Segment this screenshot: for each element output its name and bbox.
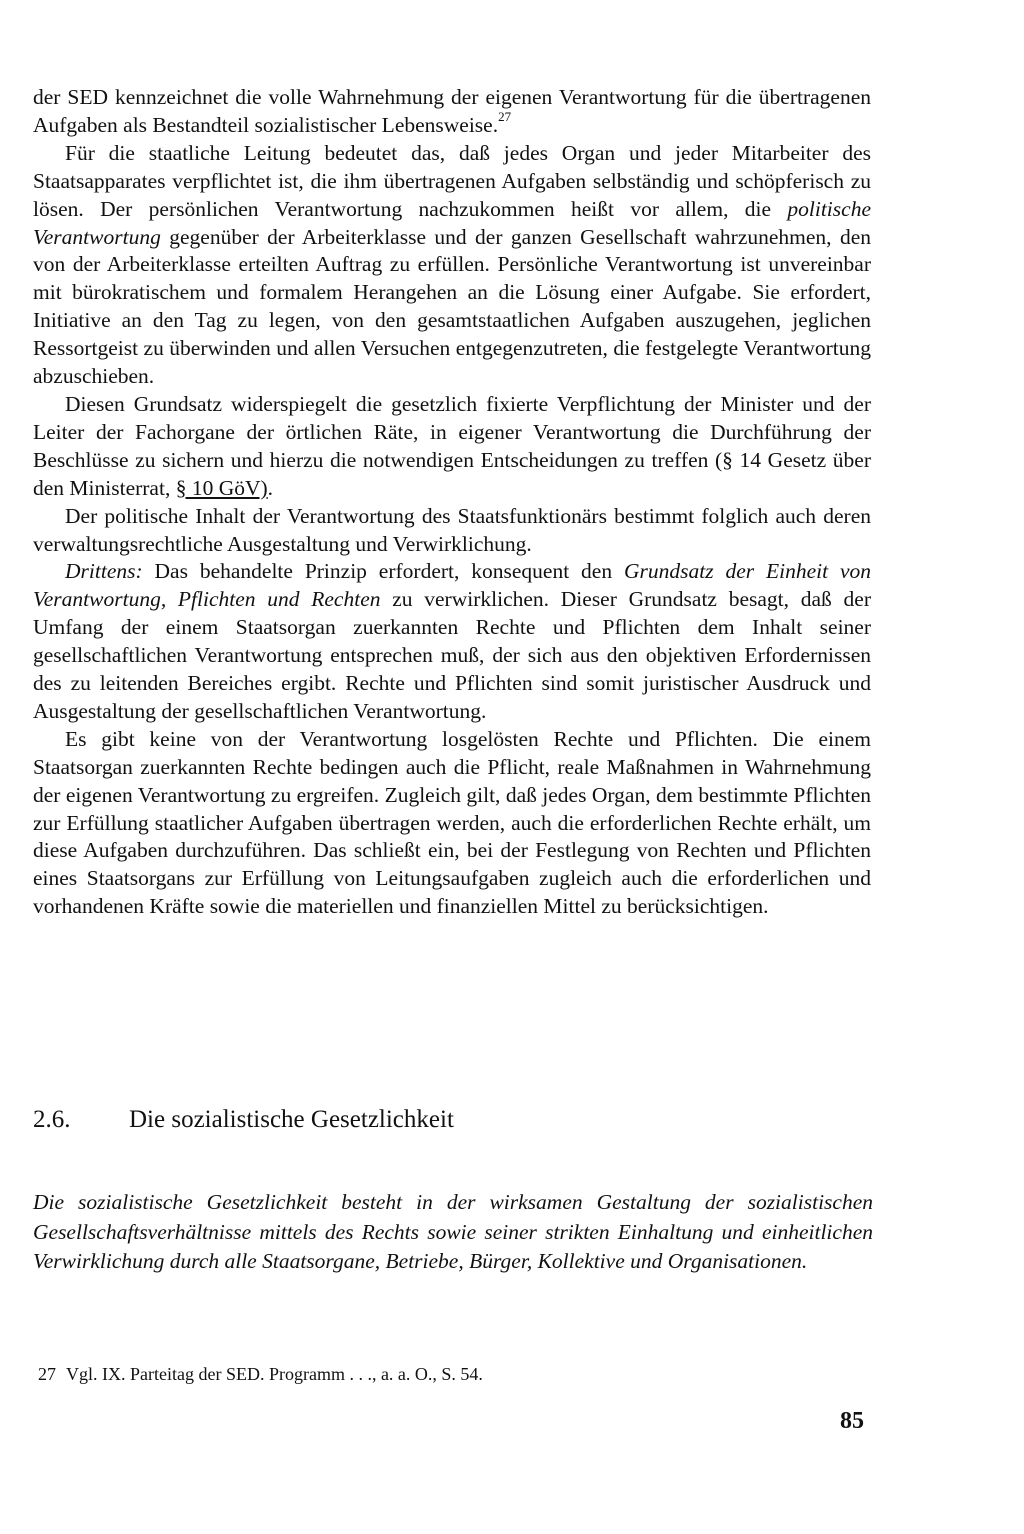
text-run: der SED kennzeichnet die volle Wahrnehmung der eigenen Verantwortung für die übertragenen Aufgaben als Bestandteil sozialistischer Lebensweise. bbox=[33, 85, 871, 137]
section-title: Die sozialistische Gesetzlichkeit bbox=[129, 1106, 454, 1133]
paragraph bbox=[33, 140, 871, 391]
text-run: Es gibt keine von der Verantwortung losgelösten Rechte und Pflichten. Die einem Staatsorgan zuerkannten Rechte bedingen auch die Pflicht, reale Maßnahmen in Wahrnehmung der eigenen Verantwortung zu ergreifen. Zugleich gilt, daß jedes Organ, dem bestimmte Pflichten zur Erfüllung staatlicher Aufgaben übertragen werden, auch die erforderlichen Rechte erhält, um diese Aufgaben durchzuführen. Das schließt ein, bei der Festlegung von Rechten und Pflichten eines Staatsorgans zur Erfüllung von Leitungsaufgaben zugleich auch die erforderlichen und vorhandenen Kräfte sowie die materiellen und finanziellen Mittel zu berücksichtigen. bbox=[33, 726, 871, 919]
footnote-text: Vgl. IX. Parteitag der SED. Programm . . ., a. a. O., S. 54. bbox=[66, 1364, 483, 1384]
section-thesis: Die sozialistische Gesetzlichkeit besteht in der wirksamen Gestaltung der sozialistischen Gesellschaftsverhältnisse mittels des Rechts sowie seiner strikten Einhaltung und einheitlichen Verwirklichung durch alle Staatsorgane, Betriebe, Bürger, Kollektive und Organisationen. bbox=[33, 1190, 873, 1273]
emphasized-text: Drittens: bbox=[65, 559, 143, 584]
footnote-number: 27 bbox=[38, 1364, 56, 1384]
paragraph bbox=[33, 558, 871, 725]
emphasized-text: Grundsatz der Einheit von Verantwortung, Pflichten und Rechten bbox=[33, 559, 871, 612]
text-run: Für die staatliche Leitung bedeutet das, daß jedes Organ und jeder Mitarbeiter des Staatsapparates verpflichtet ist, die ihm übertragenen Aufgaben selbständig und schöpferisch zu lösen. Der persönlichen Verantwortung nachzukommen heißt vor allem, die bbox=[33, 140, 871, 221]
text-run: zu verwirklichen. Dieser Grundsatz besagt, daß der Umfang der einem Staatsorgan zuerkannten Rechte und Pflichten dem Inhalt seiner gesellschaftlichen Verantwortung entsprechen muß, der sich aus den objektiven Erfordernissen des zu leitenden Bereiches ergibt. Rechte und Pflichten sind somit juristischer Ausdruck und Ausgestaltung der gesellschaftlichen Verantwortung. bbox=[33, 587, 871, 723]
text-run: . bbox=[267, 475, 274, 500]
text-run: Das behandelte Prinzip erfordert, konsequent den bbox=[142, 559, 624, 584]
text-run: Der politische Inhalt der Verantwortung des Staatsfunktionärs bestimmt folglich auch deren verwaltungsrechtliche Ausgestaltung und Verwirklichung. bbox=[33, 503, 871, 556]
underlined-reference: § 10 GöV) bbox=[175, 475, 268, 500]
text-run: gegenüber der Arbeiterklasse und der ganzen Gesellschaft wahrzunehmen, den von der Arbeiterklasse erteilten Auftrag zu erfüllen. Persönliche Verantwortung ist unvereinbar mit bürokratischem und formalem Herangehen an die Lösung einer Aufgabe. Sie erfordert, Initiative an den Tag zu legen, von den gesamtstaatlichen Aufgaben auszugehen, jeglichen Ressortgeist zu überwinden und allen Versuchen entgegenzutreten, die festgelegte Verantwortung abzuschieben. bbox=[33, 224, 871, 389]
paragraph bbox=[33, 726, 871, 921]
emphasized-text: politische Verantwortung bbox=[33, 196, 871, 249]
text-run: Diesen Grundsatz widerspiegelt die gesetzlich fixierte Verpflichtung der Minister und der Leiter der Fachorgane der örtlichen Räte, in eigener Verantwortung die Durchführung der Beschlüsse zu sichern und hierzu die notwendigen Entscheidungen zu treffen (§ 14 Gesetz über den Ministerrat, bbox=[33, 391, 871, 500]
footnote-marker: 27 bbox=[498, 108, 512, 124]
footnote bbox=[38, 1364, 483, 1385]
page-number: 85 bbox=[840, 1408, 864, 1434]
paragraph bbox=[33, 84, 871, 140]
section-number: 2.6. bbox=[33, 1106, 71, 1133]
section-heading bbox=[33, 1106, 454, 1134]
paragraph bbox=[33, 391, 871, 503]
paragraph bbox=[33, 503, 871, 559]
body-text bbox=[33, 84, 871, 921]
